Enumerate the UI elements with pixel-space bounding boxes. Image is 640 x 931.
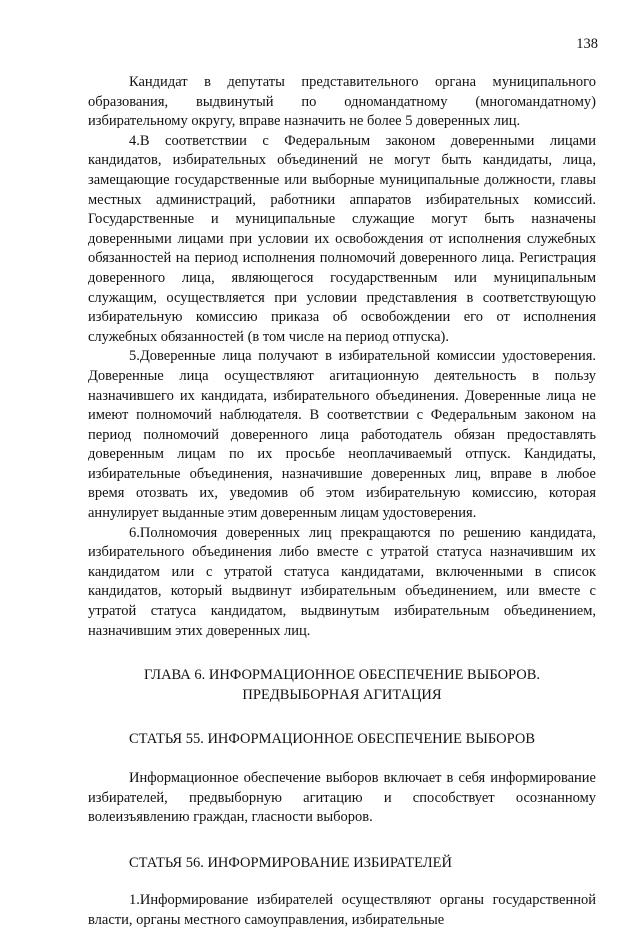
paragraph-candidate-limit: Кандидат в депутаты представительного органа муниципального образования, выдвинутый по одномандатному (многомандатному) избирательному округу, вправе назначить не более 5 доверенных лиц.	[88, 74, 596, 130]
article-56-text: 1.Информирование избирателей осуществляют органы государственной власти, органы местного самоуправления, избирательные	[88, 892, 596, 928]
article-55-text: Информационное обеспечение выборов включает в себя информирование избирателей, предвыборную агитацию и способствует осознанному волеизъявлению граждан, гласности выборов.	[88, 770, 596, 826]
paragraph-6: 6.Полномочия доверенных лиц прекращаются по решению кандидата, избирательного объединения либо вместе с утратой статуса назначившим их кандидатом или с утратой статуса кандидатами, включенными в список кандидатов, который выдвинут избирательным объединением, или вместе с утратой статуса кандидатом, выдвинутым избирательным объединением, назначившим этих доверенных лиц.	[88, 524, 596, 639]
chapter-heading-line1: ГЛАВА 6. ИНФОРМАЦИОННОЕ ОБЕСПЕЧЕНИЕ ВЫБОРОВ.	[143, 667, 541, 684]
paragraph-4: 4.В соответствии с Федеральным законом доверенными лицами кандидатов, избирательных объединений не могут быть кандидаты, лица, замещающие государственные или выборные муниципальные должности, главы местных администраций, работники аппаратов избирательных комиссий. Государственные и муниципальные служащие могут быть назначены доверенными лицами при условии их освобождения от исполнения служебных обязанностей на период исполнения полномочий доверенного лица. Регистрация доверенного лица, являющегося государственным или муниципальным служащим, осуществляется при условии представления в соответствующую избирательную комиссию приказа об освобождении его от исполнения служебных обязанностей (в том числе на период отпуска).	[88, 132, 596, 345]
paragraph-5: 5.Доверенные лица получают в избирательной комиссии удостоверения. Доверенные лица осуществляют агитационную деятельность в пользу назначившего их кандидата, избирательного объединения. Доверенные лица не имеют полномочий наблюдателя. В соответствии с Федеральным законом на период полномочий доверенного лица работодатель обязан предоставлять доверенным лицам по их просьбе неоплачиваемый отпуск. Кандидаты, избирательные объединения, назначившие доверенных лиц, вправе в любое время отозвать их, уведомив об этом избирательную комиссию, которая аннулирует выданные этим доверенным лицам удостоверения.	[88, 348, 596, 522]
article-56-title: СТАТЬЯ 56. ИНФОРМИРОВАНИЕ ИЗБИРАТЕЛЕЙ	[129, 854, 452, 871]
chapter-heading	[88, 666, 596, 705]
chapter-heading-line2: ПРЕДВЫБОРНАЯ АГИТАЦИЯ	[242, 686, 442, 703]
page-number: 138	[576, 36, 598, 52]
document-body	[88, 73, 596, 931]
article-55-title: СТАТЬЯ 55. ИНФОРМАЦИОННОЕ ОБЕСПЕЧЕНИЕ ВЫБОРОВ	[129, 731, 536, 748]
